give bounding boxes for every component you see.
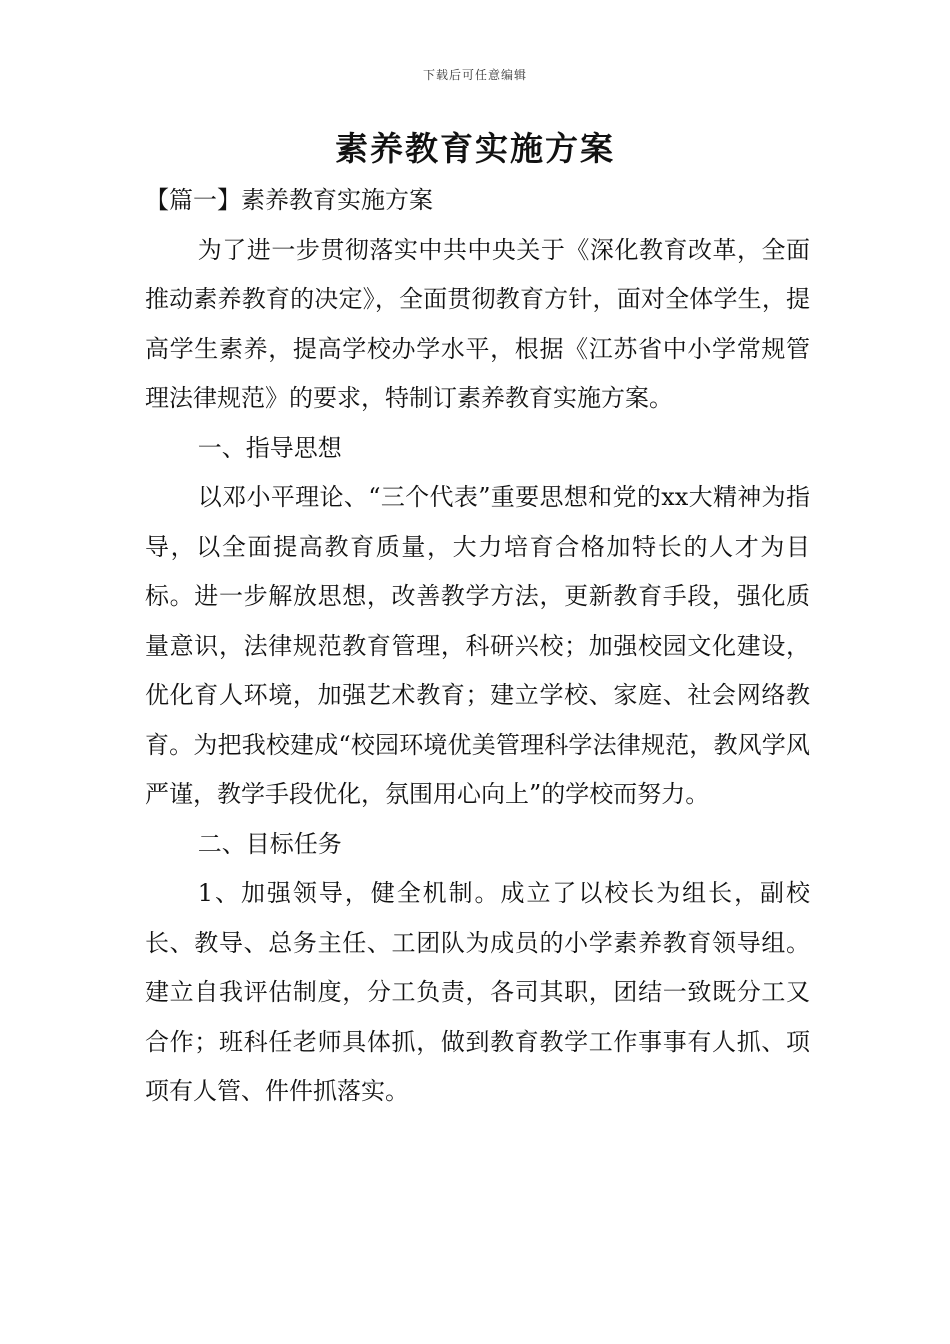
- document-body: [145, 176, 810, 1117]
- guiding-ideology-paragraph: 以邓小平理论、“三个代表”重要思想和党的xx大精神为指导，以全面提高教育质量，大力培育合格加特长的人才为目标。进一步解放思想，改善教学方法，更新教育手段，强化质量意识，法律规范教育管理，科研兴校；加强校园文化建设，优化育人环境，加强艺术教育；建立学校、家庭、社会网络教育。为把我校建成“校园环境优美管理科学法律规范，教风学风严谨，教学手段优化，氛围用心向上”的学校而努力。: [145, 483, 810, 808]
- intro-paragraph: 为了进一步贯彻落实中共中央关于《深化教育改革，全面推动素养教育的决定》，全面贯彻教育方针，面对全体学生，提高学生素养，提高学校办学水平，根据《江苏省中小学常规管理法律规范》的要求，特制订素养教育实施方案。: [145, 235, 810, 412]
- document-title: 素养教育实施方案: [335, 129, 615, 168]
- part-label: 【篇一】素养教育实施方案: [145, 186, 433, 214]
- header-note: 下载后可任意编辑: [422, 68, 527, 82]
- goals-tasks-paragraph: 1、加强领导，健全机制。成立了以校长为组长，副校长、教导、总务主任、工团队为成员的小学素养教育领导组。建立自我评估制度，分工负责，各司其职，团结一致既分工又合作；班科任老师具体抓，做到教育教学工作事事有人抓、项项有人管、件件抓落实。: [145, 879, 810, 1105]
- section-heading-guiding-ideology: 一、指导思想: [197, 433, 342, 462]
- section-heading-goals-tasks: 二、目标任务: [197, 829, 342, 858]
